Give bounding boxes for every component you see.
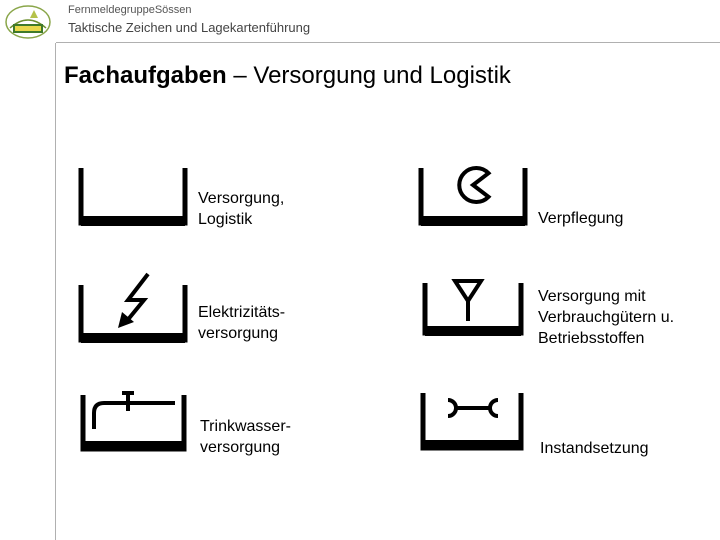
label-line: Betriebsstoffen (538, 330, 645, 347)
repair-symbol (418, 388, 528, 458)
label-repair (540, 438, 649, 459)
side-divider (55, 43, 56, 540)
label-line: versorgung (198, 325, 279, 342)
label-line: Versorgung, (198, 190, 285, 207)
label-line: Instandsetzung (540, 440, 649, 457)
label-supply-logistics (198, 188, 284, 230)
water-tap-icon (94, 403, 175, 429)
lightning-icon (126, 274, 148, 322)
label-drinking-water-supply (200, 416, 291, 458)
catering-symbol (418, 165, 528, 230)
organization-name: FernmeldegruppeSössen (68, 4, 192, 16)
consumables-supply-symbol (418, 275, 528, 345)
label-line: Verbrauchgütern u. (538, 309, 675, 326)
page-title (64, 62, 511, 90)
label-line: versorgung (200, 439, 281, 456)
electricity-supply-symbol (78, 272, 188, 347)
drinking-water-supply-symbol (80, 385, 188, 457)
supply-logistics-symbol (78, 165, 188, 230)
header-divider (56, 42, 720, 43)
label-line: Verpflegung (538, 210, 624, 227)
page-title-bold: Fachaufgaben (64, 62, 227, 89)
presentation-subtitle: Taktische Zeichen und Lagekartenführung (68, 20, 311, 35)
header (0, 0, 720, 43)
label-consumables-supply (538, 286, 674, 349)
wrench-left-icon (448, 400, 456, 416)
label-electricity-supply (198, 302, 285, 344)
label-line: Trinkwasser- (200, 418, 291, 435)
label-catering (538, 208, 623, 229)
fernmeldegruppe-logo (4, 4, 52, 40)
wrench-right-icon (490, 400, 498, 416)
label-line: Elektrizitäts- (198, 304, 286, 321)
label-line: Logistik (198, 211, 253, 228)
catering-pie-icon (459, 168, 488, 202)
page-title-rest: – Versorgung und Logistik (226, 62, 511, 89)
funnel-icon (455, 281, 481, 301)
label-line: Versorgung mit (538, 288, 646, 305)
